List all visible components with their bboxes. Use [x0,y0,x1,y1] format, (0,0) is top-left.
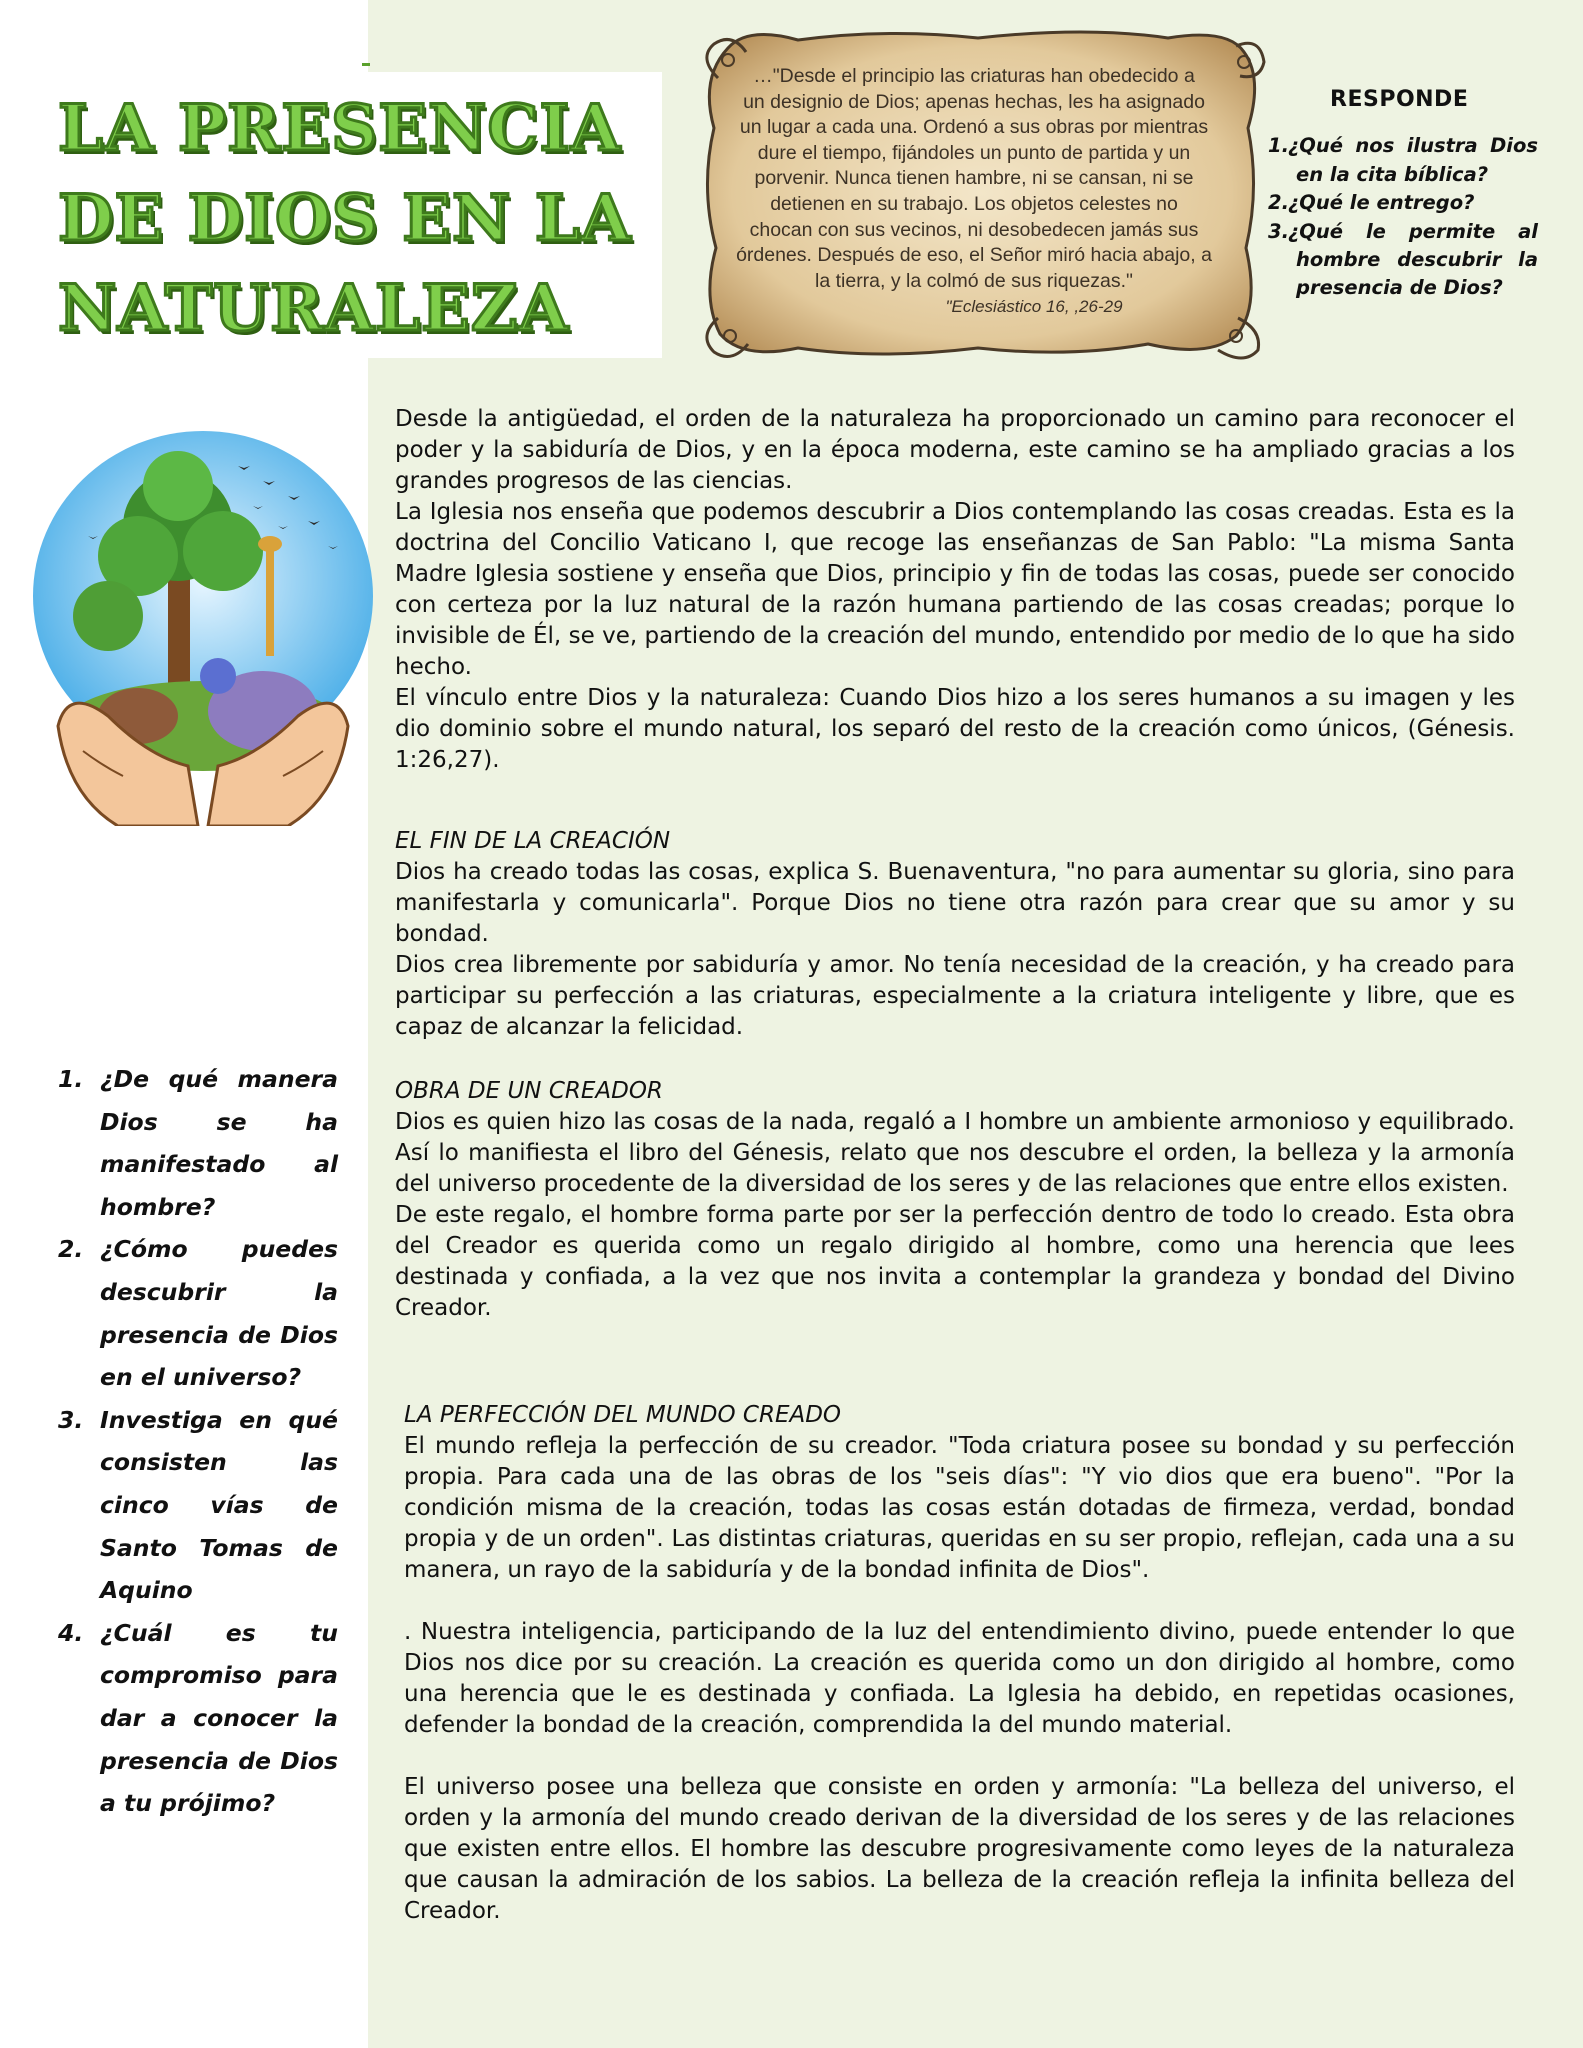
quote-line: dure el tiempo, fijándoles un punto de partida y un [757,141,1191,164]
intro-paragraph: La Iglesia nos enseña que podemos descubrir a Dios contemplando las cosas creadas. Esta es la doctrina del Concilio Vaticano I, que recoge las enseñanzas de San Pablo: "La misma Santa Madre Iglesia sostiene y enseña que Dios, principio y fin de todas las cosas, puede ser conocido con certeza por la luz natural de la razón humana partiendo de las cosas creadas; porque lo invisible de Él, se ve, partiendo de la creación del mundo, entendido por medio de lo que ha sido hecho. [395,499,1515,680]
responde-item-number: 1. [1268,134,1289,158]
section-heading: LA PERFECCIÓN DEL MUNDO CREADO [404,1402,842,1428]
question-item [58,1399,338,1612]
responde-item-text: ¿Qué le entrego? [1288,191,1475,215]
section-paragraph: . Nuestra inteligencia, participando de la luz del entendimiento divino, puede entender lo que Dios nos dice por su creación. La creación es querida como un don dirigido al hombre, como una herencia que le es destinada y confiada. La Iglesia ha debido, en repetidas ocasiones, defender la bondad de la creación, comprendida la del mundo material. [404,1619,1515,1738]
quote-line: …"Desde el principio las criaturas han obedecido a [753,65,1195,87]
section-obra-creador [395,1076,1515,1324]
quote-line: chocan con sus vecinos, ni desobedecen jamás sus [749,218,1199,241]
responde-heading: RESPONDE [1330,87,1469,112]
quote-line: un designio de Dios; apenas hechas, les ha asignado [743,90,1205,113]
question-text: ¿Cuál es tu compromiso para dar a conocer la presencia de Dios a tu prójimo? [100,1618,338,1818]
responde-item [1268,218,1538,303]
intro-paragraph: Desde la antigüedad, el orden de la naturaleza ha proporcionado un camino para reconocer el poder y la sabiduría de Dios, y en la época moderna, este camino se ha ampliado gracias a los grandes progresos de las ciencias. [395,406,1515,494]
responde-list [1268,132,1538,302]
question-number: 2. [58,1235,84,1264]
question-item [58,1058,338,1228]
decorative-dash [362,63,370,66]
hands-holding-nature-illustration [28,426,378,826]
responde-item-text: ¿Qué le permite al hombre descubrir la presencia de Dios? [1288,219,1538,300]
responde-item [1268,132,1538,189]
responde-item-text: ¿Qué nos ilustra Dios en la cita bíblica? [1288,134,1538,186]
section-paragraph: Dios es quien hizo las cosas de la nada, regaló a I hombre un ambiente armonioso y equilibrado. Así lo manifiesta el libro del Génesis, relato que nos descubre el orden, la belleza y la armonía del universo procedente de la diversidad de los seres y de las relaciones que entre ellos existen. [395,1109,1515,1197]
quote-line: la tierra, y la colmó de sus riquezas." [815,269,1133,292]
title-line-2: DE DIOS EN LA [58,181,632,256]
section-heading: OBRA DE UN CREADOR [395,1078,663,1104]
page-title [58,84,658,354]
intro-section [395,404,1515,776]
section-paragraph: Dios crea libremente por sabiduría y amor. No tenía necesidad de la creación, y ha creado para participar su perfección a las criaturas, especialmente a la criatura inteligente y libre, que es capaz de alcanzar la felicidad. [395,952,1515,1040]
responde-item-number: 2. [1268,191,1289,215]
scripture-quote [700,64,1248,320]
responde-item-number: 3. [1268,219,1289,243]
intro-paragraph: El vínculo entre Dios y la naturaleza: Cuando Dios hizo a los seres humanos a su imagen y les dio dominio sobre el mundo natural, los separó del resto de la creación como únicos, (Génesis. 1:26,27). [395,685,1515,773]
section-paragraph: El mundo refleja la perfección de su creador. "Toda criatura posee su bondad y su perfección propia. Para cada una de las obras de los "seis días": "Y vio dios que era bueno". "Por la condición misma de la creación, todas las cosas están dotadas de firmeza, verdad, bondad propia y de un orden". Las distintas criaturas, queridas en su ser propio, reflejan, cada una a su manera, un rayo de la sabiduría y de la bondad infinita de Dios". [404,1433,1515,1583]
question-number: 4. [58,1618,84,1647]
question-number: 3. [58,1405,84,1434]
quote-line: detienen en su trabajo. Los objetos celestes no [770,192,1178,215]
section-paragraph: Dios ha creado todas las cosas, explica S. Buenaventura, "no para aumentar su gloria, sino para manifestarla y comunicarla". Porque Dios no tiene otra razón para crear que su amor y su bondad. [395,859,1515,947]
responde-box [1268,86,1538,303]
question-text: ¿Cómo puedes descubrir la presencia de Dios en el universo? [100,1235,338,1392]
question-item [58,1612,338,1825]
question-number: 1. [58,1065,84,1093]
title-line-1: LA PRESENCIA [58,91,622,166]
section-heading: EL FIN DE LA CREACIÓN [395,828,671,854]
responde-item [1268,189,1538,217]
question-item [58,1228,338,1398]
question-text: Investiga en qué consisten las cinco vías de Santo Tomas de Aquino [100,1405,338,1605]
section-perfeccion [404,1400,1515,1927]
section-fin-creacion [395,826,1515,1043]
quote-line: un lugar a cada una. Ordenó a sus obras por mientras [739,116,1209,139]
question-text: ¿De qué manera Dios se ha manifestado al hombre? [100,1065,338,1221]
questions-ordered-list [58,1058,338,1825]
quote-line: órdenes. Después de eso, el Señor miró hacia abajo, a [736,244,1212,267]
quote-reference: "Eclesiástico 16, ,26-29 [945,297,1123,317]
questions-list [58,1058,338,1825]
nature-globe-icon [28,426,378,826]
section-paragraph: De este regalo, el hombre forma parte por ser la perfección dentro de todo lo creado. Esta obra del Creador es querida como un regalo dirigido al hombre, como una herencia que lees destinada y confiada, a la vez que nos invita a contemplar la grandeza y bondad del Divino Creador. [395,1202,1515,1321]
quote-line: porvenir. Nunca tienen hambre, ni se cansan, ni se [754,167,1194,190]
section-paragraph: El universo posee una belleza que consiste en orden y armonía: "La belleza del universo, el orden y la armonía del mundo creado derivan de la diversidad de los seres y de las relaciones que existen entre ellos. El hombre las descubre progresivamente como leyes de la naturaleza que causan la admiración de los sabios. La belleza de la creación refleja la infinita belleza del Creador. [404,1774,1515,1924]
title-line-3: NATURALEZA [58,271,570,346]
